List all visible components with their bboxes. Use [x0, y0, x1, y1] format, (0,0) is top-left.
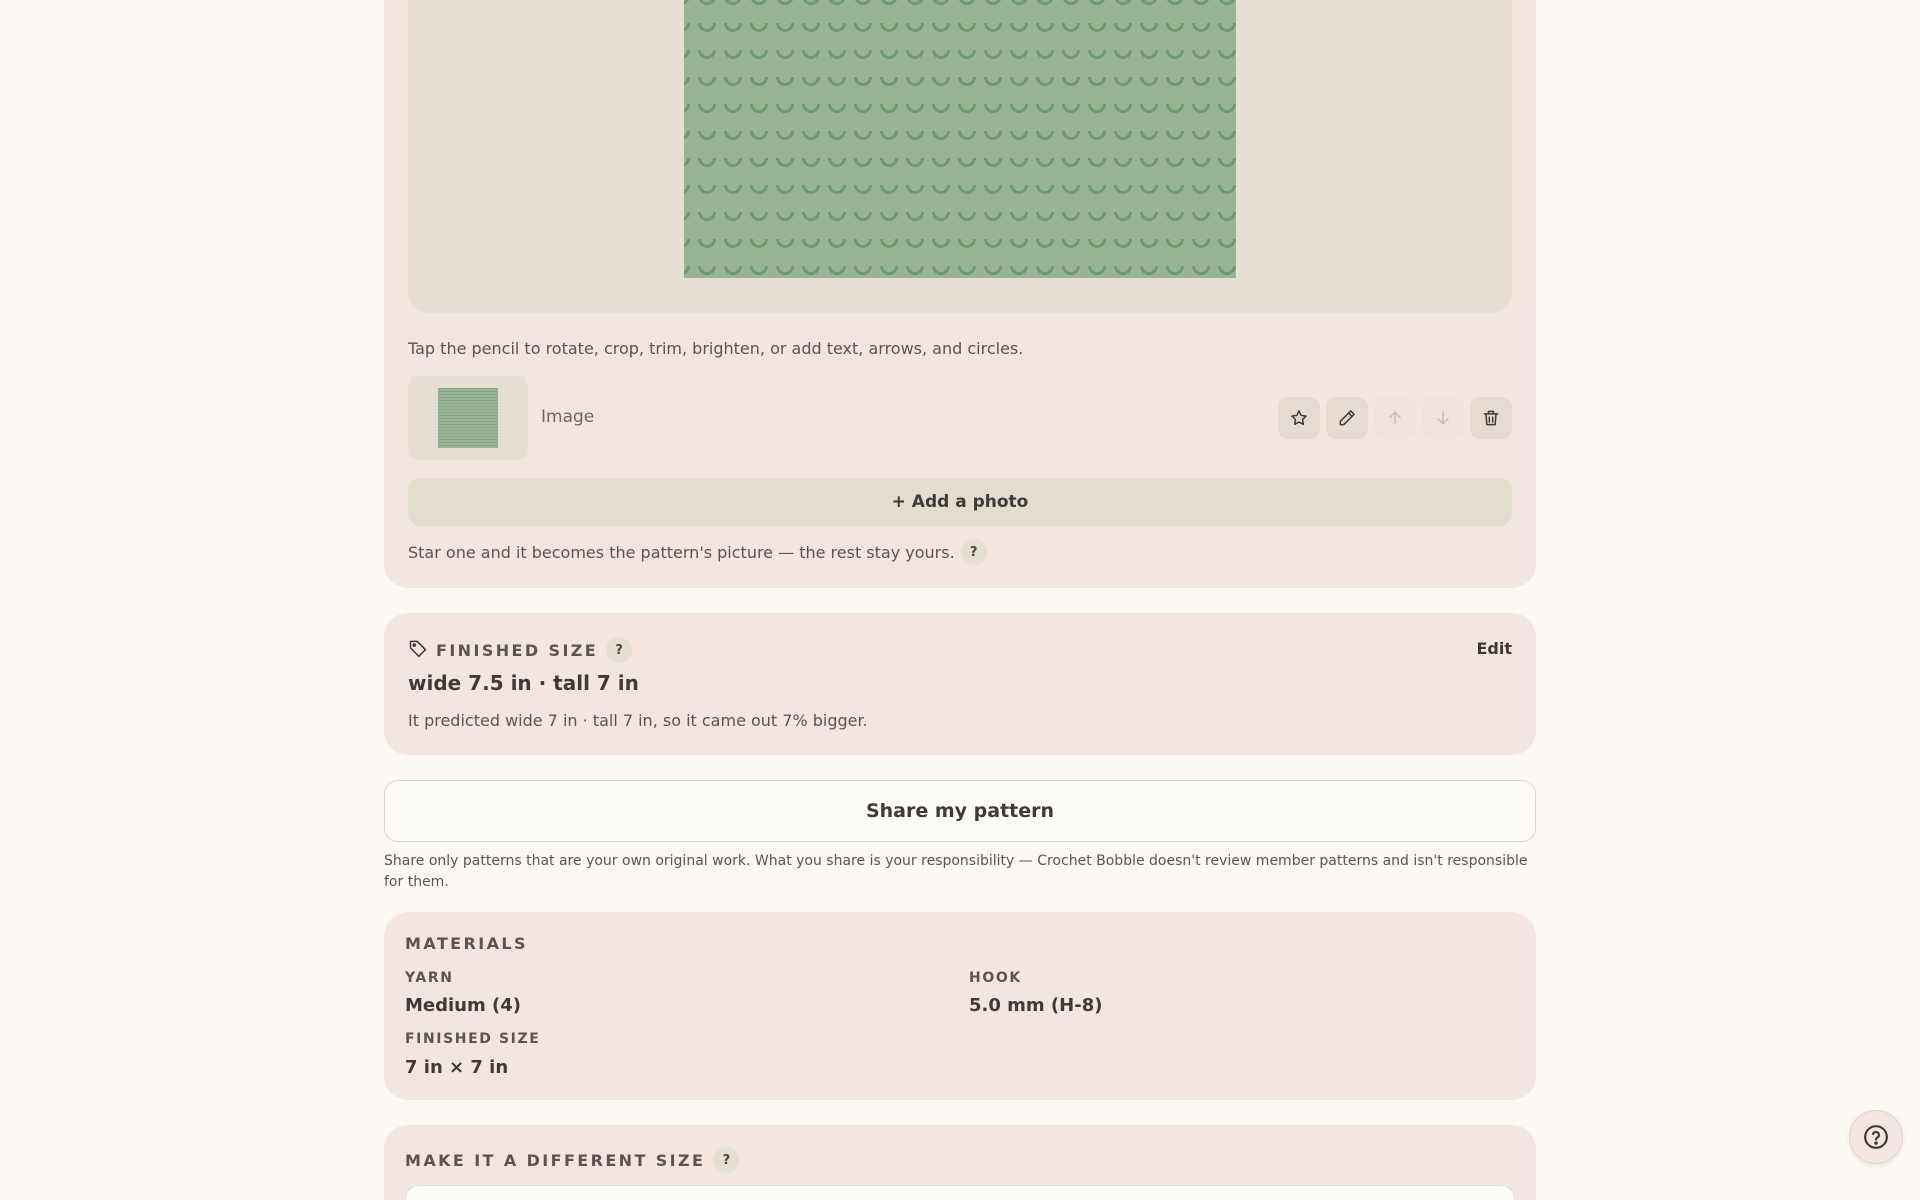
tag-icon: [408, 638, 428, 662]
thumbnail-image: [438, 388, 498, 448]
finished-size-help-button[interactable]: ?: [606, 637, 632, 663]
photo-actions: [1278, 397, 1512, 439]
finished-size-title: FINISHED SIZE: [436, 640, 599, 660]
help-button[interactable]: [1849, 1110, 1903, 1164]
star-help-button[interactable]: ?: [961, 539, 987, 565]
pencil-icon: [1337, 408, 1357, 428]
star-icon: [1289, 408, 1309, 428]
yarn-label: YARN: [405, 970, 454, 986]
arrow-up-icon: [1385, 408, 1405, 428]
materials-card: [384, 912, 1536, 1100]
different-size-title: MAKE IT A DIFFERENT SIZE: [405, 1150, 706, 1170]
materials-size-value: 7 in × 7 in: [405, 1057, 509, 1078]
finished-size-note: It predicted wide 7 in · tall 7 in, so it came out 7% bigger.: [408, 711, 868, 730]
photo-edit-hint: Tap the pencil to rotate, crop, trim, brighten, or add text, arrows, and circles.: [408, 339, 1024, 358]
trash-icon: [1481, 408, 1501, 428]
photos-card-content: [384, 0, 1536, 588]
move-down-button[interactable]: [1422, 397, 1464, 439]
materials-size-label: FINISHED SIZE: [405, 1031, 541, 1047]
move-up-button[interactable]: [1374, 397, 1416, 439]
delete-photo-button[interactable]: [1470, 397, 1512, 439]
different-size-help-button[interactable]: ?: [713, 1147, 739, 1173]
star-note: [408, 539, 987, 565]
edit-photo-button[interactable]: [1326, 397, 1368, 439]
share-disclaimer: Share only patterns that are your own original work. What you share is your responsibility — Crochet Bobble doesn't review member patterns and isn't responsible for them.: [384, 853, 1528, 890]
add-photo-button[interactable]: + Add a photo: [408, 478, 1512, 526]
edit-size-button[interactable]: Edit: [1476, 639, 1512, 658]
share-pattern-button[interactable]: Share my pattern: [384, 780, 1536, 842]
hook-value: 5.0 mm (H-8): [969, 995, 1103, 1016]
photo-thumbnail[interactable]: [408, 376, 528, 460]
different-size-field[interactable]: [405, 1185, 1515, 1200]
yarn-value: Medium (4): [405, 995, 521, 1016]
finished-size-value: wide 7.5 in · tall 7 in: [408, 671, 639, 695]
help-icon: [1863, 1124, 1889, 1150]
different-size-header: [405, 1147, 739, 1173]
different-size-card: [384, 1125, 1536, 1200]
photo-item-label: Image: [541, 407, 595, 427]
star-note-text: Star one and it becomes the pattern's picture — the rest stay yours.: [408, 542, 955, 562]
photo-list-item: [408, 376, 1512, 460]
hook-label: HOOK: [969, 970, 1022, 986]
finished-size-card: [384, 613, 1536, 755]
star-button[interactable]: [1278, 397, 1320, 439]
finished-size-header: [408, 637, 632, 663]
materials-title: MATERIALS: [405, 934, 528, 953]
arrow-down-icon: [1433, 408, 1453, 428]
